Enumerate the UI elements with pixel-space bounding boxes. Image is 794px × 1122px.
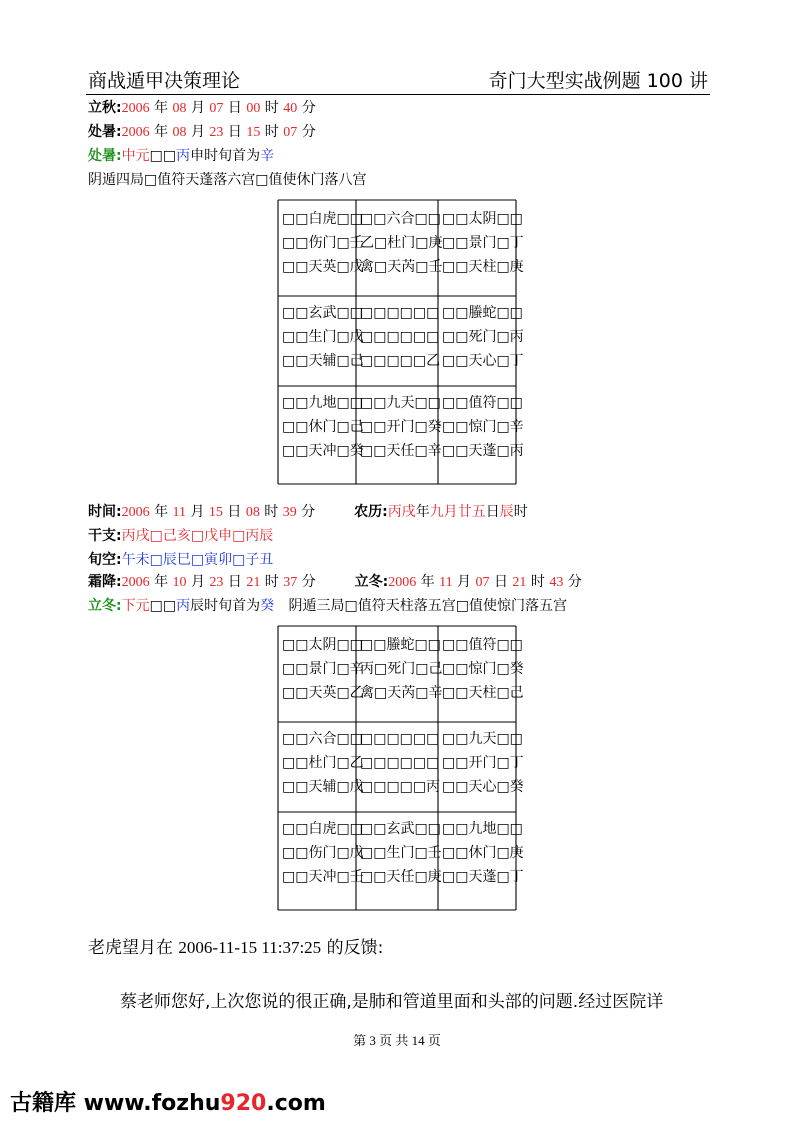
palace-cell: □□天蓬□丙 xyxy=(442,443,524,459)
palace-cell: □□生门□戊 xyxy=(282,329,364,345)
palace-cell: □□死门□丙 xyxy=(442,329,524,345)
palace-cell: □□天任□庚 xyxy=(360,869,442,885)
palace-cell: □□天柱□庚 xyxy=(442,259,524,275)
palace-cell: □□休门□庚 xyxy=(442,845,524,861)
header-rule xyxy=(86,94,710,95)
palace-cell: □□白虎□□ xyxy=(282,211,363,227)
palace-cell: 丙□死门□己 xyxy=(360,661,443,677)
palace-cell: 禽□天芮□壬 xyxy=(360,259,443,275)
yuan-line-1: 处暑:中元□□丙申时旬首为辛 xyxy=(88,148,275,164)
palace-cell: □□□□□□ xyxy=(360,329,440,345)
shuangjiang-line: 霜降:2006 年 10 月 23 日 21 时 37 分 立冬:2006 年 11 月 07 日 21 时 43 分 xyxy=(88,574,582,590)
palace-cell: □□景门□丁 xyxy=(442,235,524,251)
palace-cell: □□六合□□ xyxy=(360,211,441,227)
palace-cell: □□值符□□ xyxy=(442,395,523,411)
feedback-paragraph: 蔡老师您好,上次您说的很正确,是肺和管道里面和头部的问题.经过医院详 xyxy=(120,992,664,1012)
palace-cell: □□九天□□ xyxy=(360,395,441,411)
palace-cell: □□伤门□戊 xyxy=(282,845,364,861)
site-watermark: 古籍库 www.fozhu920.com xyxy=(10,1091,326,1116)
palace-cell: □□惊门□辛 xyxy=(442,419,524,435)
page-footer: 第 3 页 共 14 页 xyxy=(353,1033,441,1048)
palace-cell: □□□□□乙 xyxy=(360,353,441,369)
palace-cell: □□天英□戊 xyxy=(282,259,364,275)
xunkong-line: 旬空:午未□辰巳□寅卯□子丑 xyxy=(88,552,274,568)
palace-cell: □□天辅□戊 xyxy=(282,779,364,795)
palace-cell: □□六合□□ xyxy=(282,731,363,747)
palace-cell: □□九地□□ xyxy=(282,395,363,411)
palace-cell: □□□□□□ xyxy=(360,755,440,771)
palace-cell: □□开门□丁 xyxy=(442,755,524,771)
nongli-label: 农历: xyxy=(354,504,388,520)
palace-cell: □□杜门□乙 xyxy=(282,755,364,771)
header-left-title: 商战遁甲决策理论 xyxy=(88,70,241,92)
palace-cell: □□九地□□ xyxy=(442,821,523,837)
palace-cell: □□□□□□ xyxy=(360,305,440,321)
palace-cell: □□太阴□□ xyxy=(442,211,523,227)
ganzhi-line: 干支:丙戌□己亥□戊申□丙辰 xyxy=(88,528,274,544)
palace-cell: □□开门□癸 xyxy=(360,419,442,435)
palace-cell: □□天心□癸 xyxy=(442,779,524,795)
palace-cell: □□螣蛇□□ xyxy=(442,305,523,321)
palace-cell: 乙□杜门□庚 xyxy=(360,235,443,251)
qimen-chart-1 xyxy=(248,198,768,498)
palace-cell: □□太阴□□ xyxy=(282,637,363,653)
palace-cell: □□天任□辛 xyxy=(360,443,442,459)
palace-cell: □□天蓬□丁 xyxy=(442,869,524,885)
palace-cell: □□玄武□□ xyxy=(282,305,363,321)
palace-cell: □□值符□□ xyxy=(442,637,523,653)
palace-cell: □□螣蛇□□ xyxy=(360,637,441,653)
palace-cell: □□天柱□己 xyxy=(442,685,524,701)
palace-cell: □□伤门□壬 xyxy=(282,235,364,251)
ju-line-1: 阴遁四局□值符天蓬落六宫□值使休门落八宫 xyxy=(88,172,367,188)
palace-cell: □□惊门□癸 xyxy=(442,661,524,677)
palace-cell: □□景门□辛 xyxy=(282,661,364,677)
palace-cell: □□天冲□癸 xyxy=(282,443,364,459)
qimen-chart-2 xyxy=(248,624,768,924)
palace-cell: □□白虎□□ xyxy=(282,821,363,837)
chushu-line: 处暑:2006 年 08 月 23 日 15 时 07 分 xyxy=(88,124,316,140)
palace-cell: □□生门□壬 xyxy=(360,845,442,861)
palace-cell: □□休门□己 xyxy=(282,419,364,435)
time-line: 时间:2006 年 11 月 15 日 08 时 39 分 农历:丙戌年九月廿五日辰时 xyxy=(88,504,528,520)
palace-cell: □□□□□丙 xyxy=(360,779,441,795)
yuan-line-2: 立冬:下元□□丙辰时旬首为癸 阴遁三局□值符天柱落五宫□值使惊门落五宫 xyxy=(88,598,567,614)
palace-cell: □□□□□□ xyxy=(360,731,440,747)
palace-cell: 禽□天芮□辛 xyxy=(360,685,443,701)
feedback-intro: 老虎望月在 2006-11-15 11:37:25 的反馈: xyxy=(88,938,384,958)
palace-cell: □□玄武□□ xyxy=(360,821,441,837)
palace-cell: □□九天□□ xyxy=(442,731,523,747)
palace-cell: □□天辅□己 xyxy=(282,353,364,369)
palace-cell: □□天心□丁 xyxy=(442,353,524,369)
liqiu-line: 立秋:2006 年 08 月 07 日 00 时 40 分 xyxy=(88,100,316,116)
palace-cell: □□天冲□壬 xyxy=(282,869,364,885)
palace-cell: □□天英□乙 xyxy=(282,685,364,701)
header-right-title: 奇门大型实战例题 100 讲 xyxy=(488,70,708,92)
